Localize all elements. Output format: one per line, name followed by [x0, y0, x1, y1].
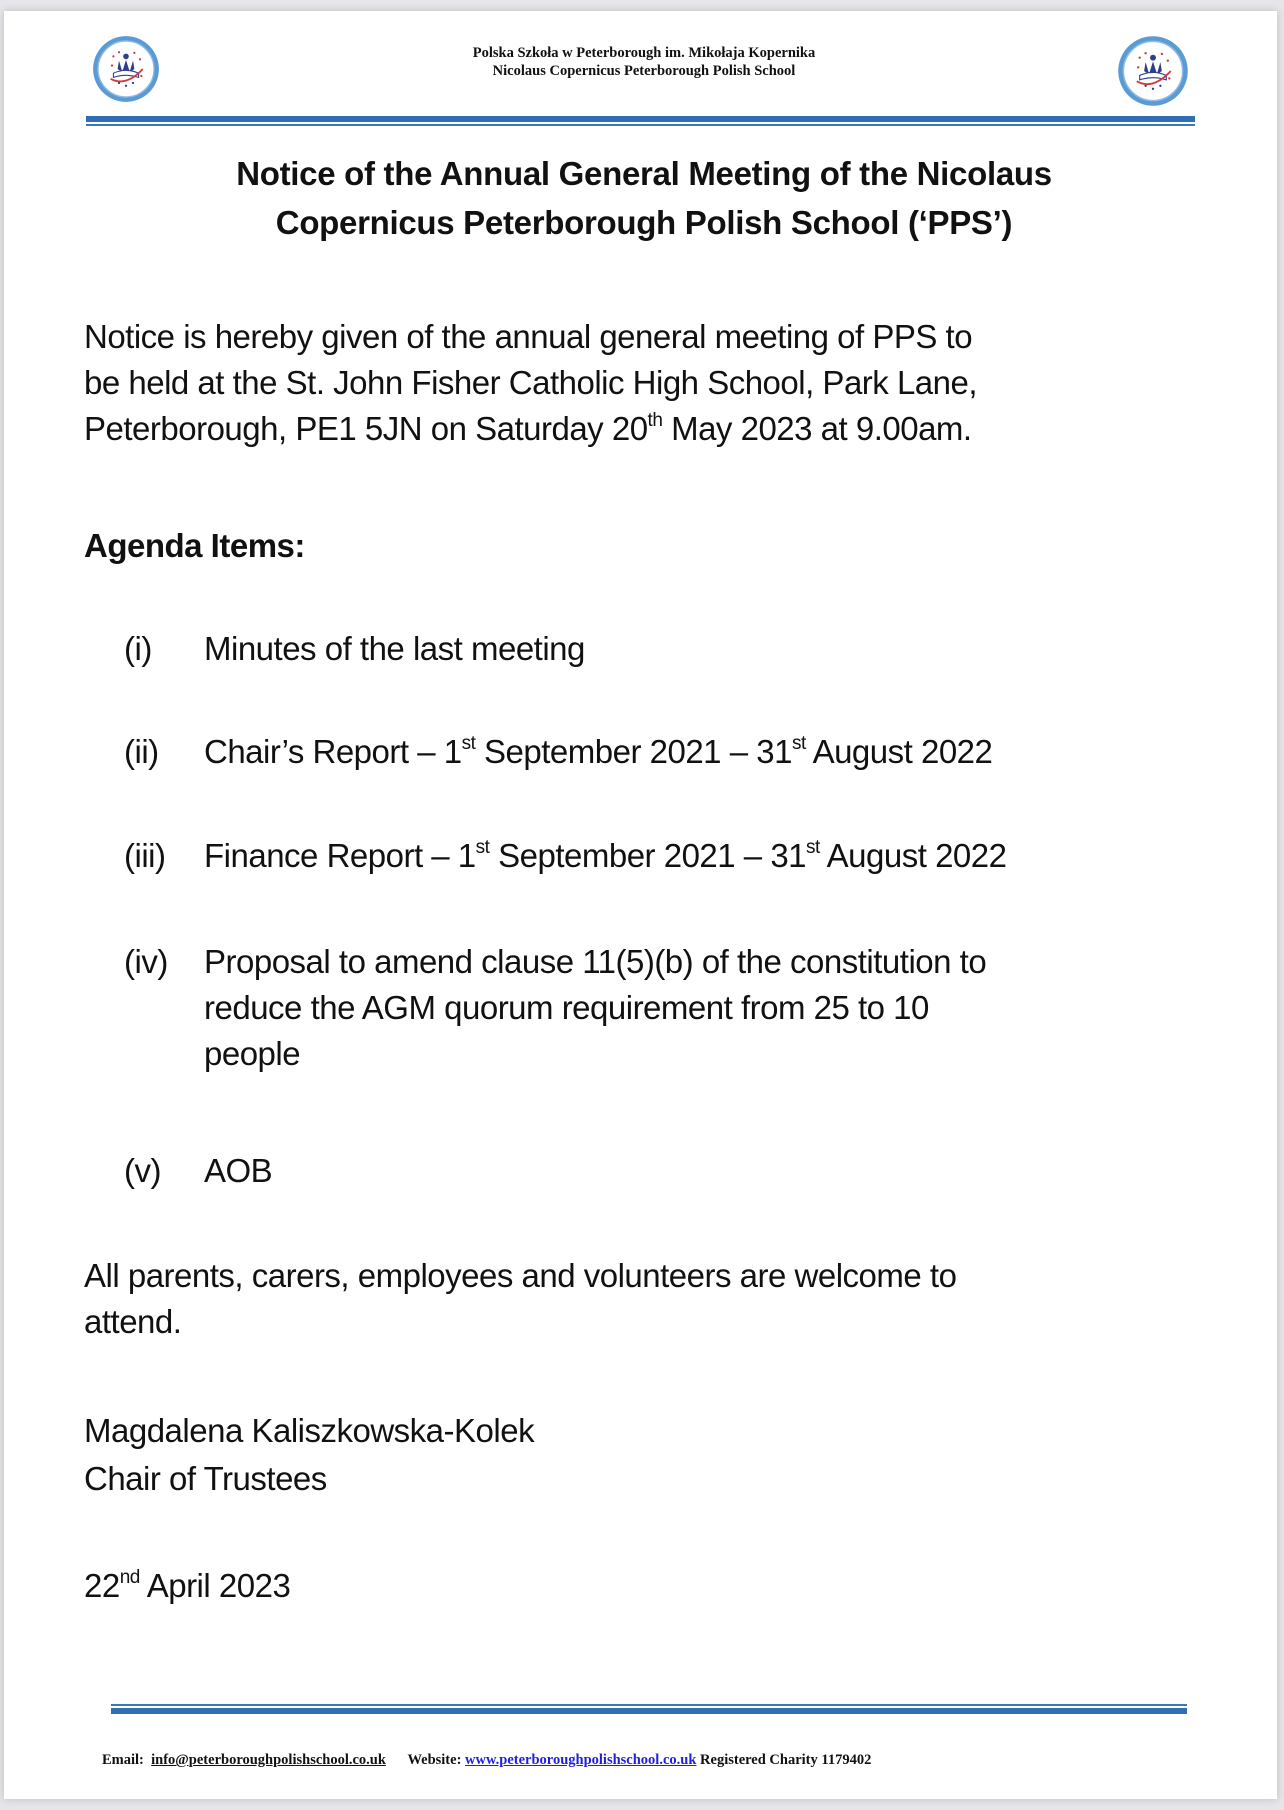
- agenda-item-number: (iii): [124, 837, 166, 874]
- school-name-english: Nicolaus Copernicus Peterborough Polish School: [492, 63, 796, 79]
- agenda-heading: Agenda Items:: [84, 527, 305, 564]
- welcome-paragraph: [84, 1253, 1184, 1345]
- school-logo-left: [91, 31, 161, 107]
- welcome-line: All parents, carers, employees and volunteers are welcome to: [84, 1257, 957, 1294]
- footer: [102, 1752, 1192, 1769]
- email-link[interactable]: info@peterboroughpolishschool.co.uk: [151, 1752, 386, 1768]
- agenda-text: Finance Report – 1: [204, 837, 476, 874]
- website-label: Website:: [407, 1752, 462, 1768]
- ordinal-suffix: st: [806, 837, 820, 858]
- notice-line-2: be held at the St. John Fisher Catholic High School, Park Lane,: [84, 364, 978, 401]
- school-emblem-icon: [91, 31, 161, 107]
- ordinal-suffix: th: [647, 410, 663, 431]
- agenda-item-text: Minutes of the last meeting: [204, 630, 585, 667]
- agenda-item-text: [204, 729, 1204, 775]
- notice-date: [84, 1563, 1214, 1609]
- title-line-1: Notice of the Annual General Meeting of the Nicolaus: [236, 155, 1052, 192]
- agenda-item-text: [204, 939, 1204, 1077]
- notice-text: May 2023 at 9.00am.: [662, 410, 972, 447]
- title-line-2: Copernicus Peterborough Polish School (‘PPS’): [275, 204, 1013, 241]
- notice-line-3: [84, 406, 1214, 452]
- agenda-text: September 2021 – 31: [489, 837, 807, 874]
- agenda-text-line: reduce the AGM quorum requirement from 25 to 10: [204, 989, 929, 1026]
- ordinal-suffix: nd: [119, 1567, 140, 1588]
- agenda-item-number: (iv): [124, 943, 168, 980]
- agenda-item-number: (v): [124, 1152, 161, 1189]
- signatory-name: Magdalena Kaliszkowska-Kolek: [84, 1412, 535, 1449]
- email-label: Email:: [102, 1752, 144, 1768]
- ordinal-suffix: st: [791, 733, 806, 754]
- agenda-text: August 2022: [819, 837, 1007, 874]
- date-rest: April 2023: [139, 1567, 291, 1604]
- website-link[interactable]: www.peterboroughpolishschool.co.uk: [465, 1752, 697, 1768]
- agenda-item-number: (i): [124, 630, 152, 667]
- charity-number: Registered Charity 1179402: [700, 1752, 872, 1768]
- school-logo-right: [1116, 31, 1190, 111]
- document-page: [4, 11, 1277, 1799]
- school-header: [304, 44, 984, 80]
- page-title: [84, 149, 1204, 247]
- agenda-text: August 2022: [805, 733, 993, 770]
- school-name-polish: Polska Szkoła w Peterborough im. Mikołaja Kopernika: [472, 45, 816, 61]
- agenda-text-line: people: [204, 1035, 301, 1072]
- agenda-text: Chair’s Report – 1: [204, 733, 462, 770]
- ordinal-suffix: st: [475, 837, 490, 858]
- footer-divider: [111, 1704, 1187, 1714]
- ordinal-suffix: st: [461, 733, 476, 754]
- agenda-item-number: (ii): [124, 733, 159, 770]
- notice-paragraph: [84, 314, 1214, 452]
- agenda-text: September 2021 – 31: [475, 733, 792, 770]
- notice-text: Peterborough, PE1 5JN on Saturday 20: [84, 410, 648, 447]
- agenda-item-text: [204, 833, 1204, 879]
- date-day: 22: [84, 1567, 120, 1604]
- school-emblem-icon: [1116, 31, 1190, 111]
- signatory-role: Chair of Trustees: [84, 1460, 327, 1497]
- agenda-item-text: AOB: [204, 1152, 273, 1189]
- agenda-text-line: Proposal to amend clause 11(5)(b) of the constitution to: [204, 943, 987, 980]
- welcome-line: attend.: [84, 1303, 182, 1340]
- notice-line-1: Notice is hereby given of the annual general meeting of PPS to: [84, 318, 973, 355]
- header-divider: [86, 116, 1195, 126]
